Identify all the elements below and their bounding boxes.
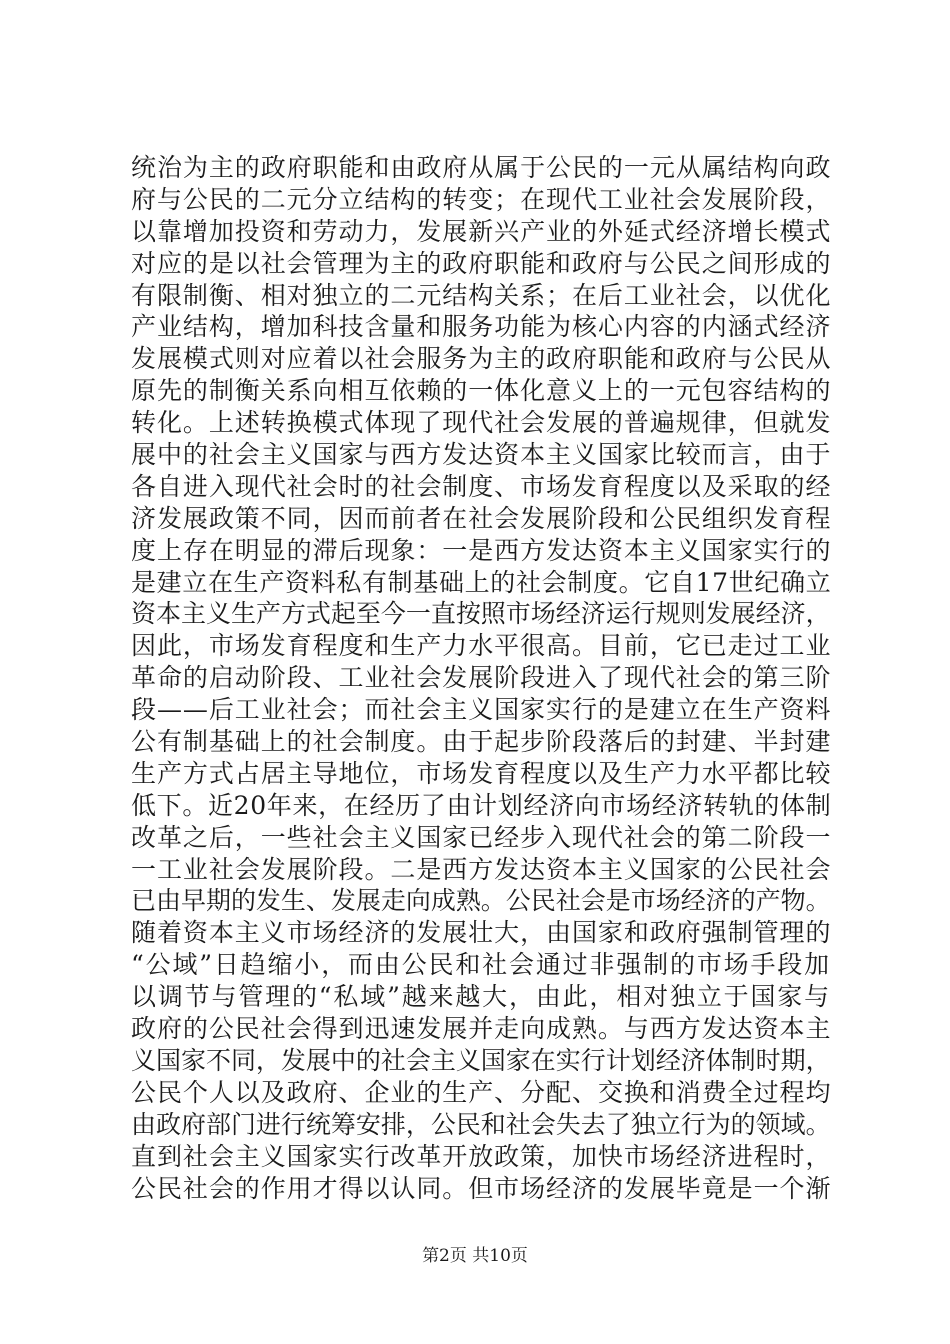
text-line: 改革之后，一些社会主义国家已经步入现代社会的第二阶段一 [131,822,832,852]
text-line: 一工业社会发展阶段。二是西方发达资本主义国家的公民社会 [131,854,832,884]
text-line: 发展模式则对应着以社会服务为主的政府职能和政府与公民从 [131,344,832,374]
text-line: 低下。近20年来，在经历了由计划经济向市场经济转轨的体制 [131,790,832,820]
text-line: 以调节与管理的“私域”越来越大，由此，相对独立于国家与 [131,982,831,1012]
page-footer: 第2页 共10页 [422,1246,528,1266]
text-line: 有限制衡、相对独立的二元结构关系；在后工业社会，以优化 [131,280,832,310]
text-line: 公有制基础上的社会制度。由于起步阶段落后的封建、半封建 [131,727,832,757]
text-line: 原先的制衡关系向相互依赖的一体化意义上的一元包容结构的 [131,376,832,406]
text-line: 对应的是以社会管理为主的政府职能和政府与公民之间形成的 [131,248,832,278]
text-line: 府与公民的二元分立结构的转变；在现代工业社会发展阶段， [131,184,832,214]
text-line: 因此，市场发育程度和生产力水平很高。目前，它已走过工业 [131,631,832,661]
text-line: 由政府部门进行统筹安排，公民和社会失去了独立行为的领域。 [131,1109,831,1139]
text-line: 度上存在明显的滞后现象：一是西方发达资本主义国家实行的 [131,535,832,565]
text-line: 济发展政策不同，因而前者在社会发展阶段和公民组织发育程 [131,503,832,533]
text-line: 以靠增加投资和劳动力，发展新兴产业的外延式经济增长模式 [131,216,832,246]
text-line: 已由早期的发生、发展走向成熟。公民社会是市场经济的产物。 [131,886,831,916]
text-line: 是建立在生产资料私有制基础上的社会制度。它自17世纪确立 [131,567,832,597]
text-line: 统治为主的政府职能和由政府从属于公民的一元从属结构向政 [131,153,832,182]
text-line: 转化。上述转换模式体现了现代社会发展的普遍规律，但就发 [131,408,832,438]
text-line: 各自进入现代社会时的社会制度、市场发育程度以及采取的经 [131,471,832,501]
text-line: 义国家不同，发展中的社会主义国家在实行计划经济体制时期， [131,1045,831,1075]
text-line: 直到社会主义国家实行改革开放政策，加快市场经济进程时， [131,1141,832,1171]
text-line: 随着资本主义市场经济的发展壮大，由国家和政府强制管理的 [131,918,832,948]
text-line: 生产方式占居主导地位，市场发育程度以及生产力水平都比较 [131,758,832,788]
text-line: 革命的启动阶段、工业社会发展阶段进入了现代社会的第三阶 [131,663,832,693]
text-line: “公域”日趋缩小，而由公民和社会通过非强制的市场手段加 [131,950,831,980]
text-line: 公民个人以及政府、企业的生产、分配、交换和消费全过程均 [131,1077,832,1107]
text-line: 政府的公民社会得到迅速发展并走向成熟。与西方发达资本主 [131,1014,832,1044]
text-line: 展中的社会主义国家与西方发达资本主义国家比较而言，由于 [131,440,832,470]
text-line: 公民社会的作用才得以认同。但市场经济的发展毕竟是一个渐 [131,1173,832,1203]
body-text [131,152,831,1204]
text-line: 段——后工业社会；而社会主义国家实行的是建立在生产资料 [131,695,832,725]
text-line: 产业结构，增加科技含量和服务功能为核心内容的内涵式经济 [131,312,832,342]
text-line: 资本主义生产方式起至今一直按照市场经济运行规则发展经济， [131,599,831,629]
